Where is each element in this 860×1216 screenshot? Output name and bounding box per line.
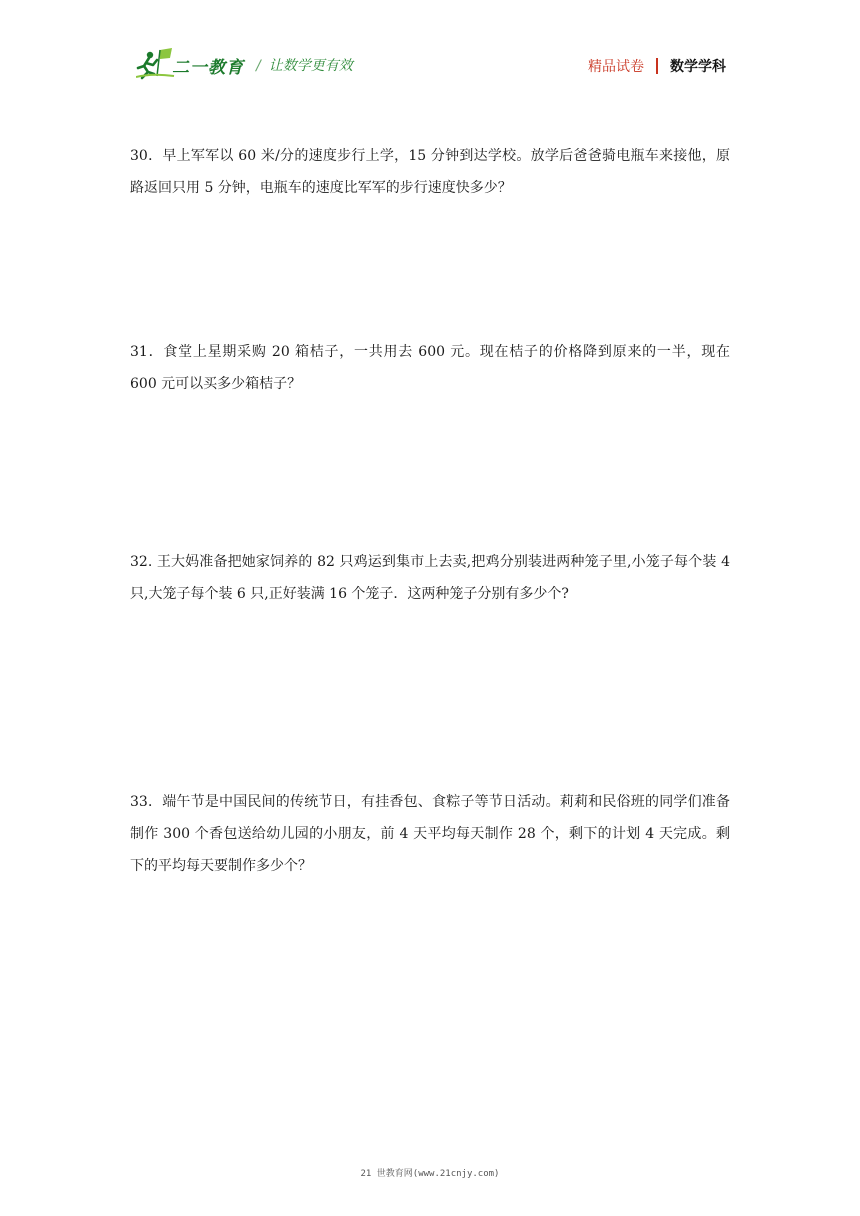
slogan-separator: /: [256, 58, 261, 74]
question-30: 30．早上军军以 60 米/分的速度步行上学，15 分钟到达学校。放学后爸爸骑电瓶车来接他，原路返回只用 5 分钟，电瓶车的速度比军军的步行速度快多少？: [130, 148, 730, 196]
tag-divider: [656, 58, 658, 74]
page-footer: 21 世教育网(www.21cnjy.com): [360, 1169, 500, 1179]
question-33: 33．端午节是中国民间的传统节日，有挂香包、食粽子等节日活动。莉莉和民俗班的同学们准备制作 300 个香包送给幼儿园的小朋友，前 4 天平均每天制作 28 个，剩下的计划 4 天完成。剩下的平均每天要制作多少个？: [130, 794, 730, 874]
header-tags: [588, 56, 726, 76]
tag-premium-paper: 精品试卷: [588, 59, 644, 75]
slogan-text: 让数学更有效: [268, 58, 353, 74]
page-header: [0, 0, 860, 100]
running-figure-with-flag-icon: [136, 46, 176, 82]
tag-subject: 数学学科: [670, 59, 726, 75]
logo-text: 二一教育: [172, 58, 244, 78]
question-31: 31．食堂上星期采购 20 箱桔子，一共用去 600 元。现在桔子的价格降到原来的一半，现在 600 元可以买多少箱桔子？: [130, 344, 730, 392]
slogan: [256, 55, 353, 75]
question-32: 32. 王大妈准备把她家饲养的 82 只鸡运到集市上去卖,把鸡分别装进两种笼子里,小笼子每个装 4 只,大笼子每个装 6 只,正好装满 16 个笼子．这两种笼子分别有多少个?: [130, 554, 730, 602]
